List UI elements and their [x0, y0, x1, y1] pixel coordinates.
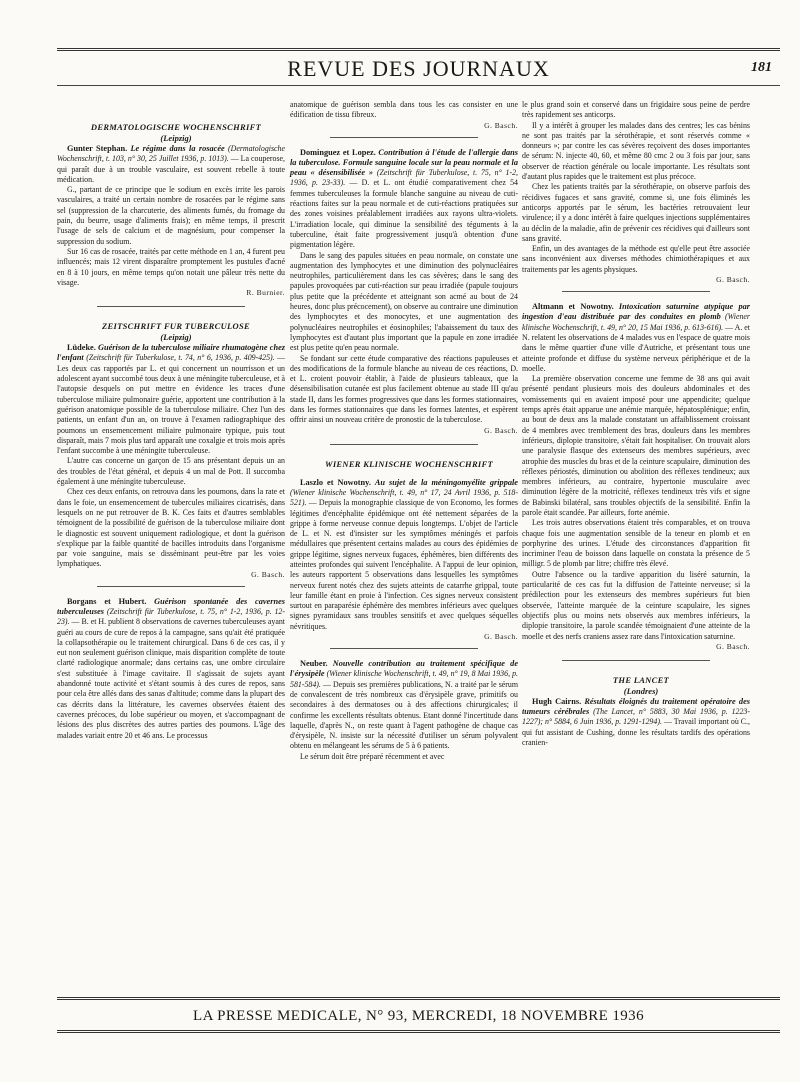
section-city: (Londres) [623, 685, 659, 696]
article-author: Neuber. [300, 659, 328, 669]
footer-top-rule [57, 997, 780, 1000]
page-number: 181 [751, 60, 772, 75]
separator [562, 291, 710, 292]
article-title: Au sujet de la méningomyélite grippale [374, 477, 518, 487]
article-source: (Wiener klinische Wochenschrift, t. 49, n° 20, 15 Mai 1936, p. 613-616). [522, 312, 750, 332]
article-paragraph: Le sérum doit être préparé récemment et avec [300, 751, 445, 761]
article-paragraph: G., partant de ce principe que le sodium en excès irrite les parois vasculaires, a traité un certain nombre de rosacées par le régime sans sel (suppression de la charcuterie, des aliments fumés, du fromage du pain, du beurre, usage d'aliments frais); en même temps, il prescrit l'usage de sels de calcium et de magnésium, pour compenser la suppression du sodium. [57, 185, 285, 246]
article-title: Guérison de la tuberculose miliaire rhumatogène chez l'enfant [57, 343, 285, 363]
article-title: Contribution à l'étude de l'allergie dans la tuberculose. Formule sanguine locale sur la peau normale et la peau « désensibilisée » [290, 147, 518, 178]
article-paragraph: Enfin, un des avantages de la méthode est qu'elle peut être associée sans inconvénient aux diverses méthodes chimiothérapiques et aux traitements par les agents physiques. [522, 244, 750, 274]
article-paragraph: Dans le sang des papules situées en peau normale, on constate une augmentation des lymphocytes et une diminution des polynucléaires neutrophiles, particulièrement dans les cas sévères; dans le sang des papules provoquées par cuti-réaction sur peau irradiée (papule toujours plus petite que la précédente et atteignant son acmé au bout de 24 heures, donc plus précocement), on observe au contraire une diminution des lymphocytes et des monocytes, et une augmentation des polynucléaires neutrophiles et éosinophiles; l'abaissement du taux des lymphocytes est d'autant plus important que la papule en zone irradiée est plus petite qu'en peau normale. [290, 250, 518, 353]
article-paragraph: Chez les patients traités par la sérothérapie, on observe parfois des récidives fugaces et sans gravité, comme si, une fois éliminés les anticorps apportés par le sérum, les bactéries retrouvaient leur virulence; il y a donc intérêt à faire quelques injections supplémentaires au déclin de la maladie, afin de prévenir ces récidives qui d'ailleurs sont sans gravité. [522, 182, 750, 243]
article-source: (Zeitschrift für Tuberkulose, t. 75, n° 1-2, 1936, p. 12-23). [57, 606, 285, 627]
header-bottom-rule [57, 85, 780, 86]
article-paragraph [290, 148, 518, 251]
article-signature: G. Basch. [484, 120, 518, 130]
article-source: (Wiener klinische Wochenschrift, t. 49, n° 17, 24 Avril 1936, p. 518-521). [290, 487, 518, 508]
article-signature: R. Burnier. [246, 288, 285, 298]
article-paragraph: La première observation concerne une femme de 38 ans qui avait présenté pendant plusieurs mois des douleurs abdominales et des vomissements qui en avaient imposé pour une appendicite; quelque temps après était apparue une anémie marquée, hépatosplénique; enfin, au bout de deux ans la malade constatant un affaiblissement croissant de 4 membres avec tremblement des bras, douleurs dans les membres inférieurs, diplopie transitoire, s'était fait hospitaliser. On trouvait alors une paralysie flasque des extenseurs des membres supérieurs, avec atrophie des muscles du bras et de la ceinture scapulaire, diminution des réflexes périostés, diminution ou abolition des réflexes tendineux; aux membres inférieurs, au contraire, hypertonie musculaire avec diminution légère de la motricité, réflexes tendineux très vifs et signe de Babinski bilatéral, sans troubles objectifs de la sensibilité. Enfin la parole était scandée. Par ailleurs, forte anémie. [522, 374, 750, 517]
article-text: — Depuis la monographie classique de von Economo, les formes légitimes d'encéphalite épidémique ont été nettement séparées de la grippe à forme nerveuse connue depuis longtemps. L'objet de l'article de L. et N. est d'insister sur les symptômes méningés et parfois médullaires que présentent certains malades au cours des épidémies de grippe légitime, signes nerveux fugaces, éphémères, bien différents des atteintes profondes qui suivent l'encéphalite. A l'appui de leur opinion, les auteurs rapportent 5 observations dans lesquelles les symptômes nerveux furent notés chez des sujets atteints de catarrhe grippal, toute leur famille étant en proie à l'infection. Ces signes nerveux consistent surtout en paraparésie éphémère des membres inférieurs avec quelques signes pyramidaux sans troubles sensitifs et avec quelques séquelles névritiques. [290, 498, 518, 631]
column-1 [57, 100, 285, 741]
article-paragraph: anatomique de guérison sembla dans tous les cas consister en une édification de tissu fibreux. [290, 100, 518, 120]
section-city: (Leipzig) [160, 332, 192, 343]
column-3 [522, 100, 750, 748]
article-signature: G. Basch. [716, 641, 750, 651]
article-source: (Zeitschrift für Tuberkulose, t. 74, n° 6, 1936, p. 409-425). [86, 353, 275, 363]
separator [330, 444, 478, 445]
section-title: ZEITSCHRIFT FUR TUBERCULOSE [102, 321, 250, 332]
article-title: Le régime dans la rosacée [130, 144, 225, 153]
article-author: Lüdeke. [67, 343, 96, 353]
article-signature: G. Basch. [484, 425, 518, 435]
article-text: — Depuis ses premières publications, N. a traité par le sérum de convalescent de très nombreux cas d'érysipèle grave, primitifs ou secondaires à des dermatoses ou à des affections chirurgicales; il confirme les excellents résultats obtenus. Etant donné l'incertitude dans laquelle, d'après N., on reste quant à l'agent pathogène de chaque cas d'érysipèle, N. insiste sur la nécessité d'utiliser un sérum polyvalent obtenu en mélangeant les sérums de 5 à 6 patients. [290, 679, 518, 751]
section-title: DERMATOLOGISCHE WOCHENSCHRIFT [90, 122, 262, 132]
separator [330, 648, 478, 649]
masthead [57, 58, 780, 80]
article-paragraph [290, 659, 518, 752]
article-paragraph [522, 302, 750, 374]
article-source: (Dermatologische Wochenschrift, t. 103, n° 30, 25 Juillet 1936, p. 1013). [57, 144, 285, 164]
article-paragraph: Il y a intérêt à grouper les malades dans des centres; les cas bénins ne sont pas traités par la sérothérapie, et sont réservés comme « donneurs »; par contre les cas sévères reçoivent des doses importantes de sérum: N. injecte 40, 60, et même 80 cmc 2 ou 3 fois par jour, sans observer de réaction générale ou locale importante. Les résultats sont d'autant plus rapides que le traitement est plus précoce. [522, 120, 750, 182]
article-paragraph: Sur 16 cas de rosacée, traités par cette méthode en 1 an, 4 furent peu influencés; mais 12 virent disparaître promptement les pustules d'acné en 8 à 10 jours, en même temps qu'on notait une pâleur très nette du visage. [57, 246, 285, 287]
article-author: Borgans et Hubert. [67, 596, 147, 606]
section-city: (Leipzig) [160, 133, 192, 143]
article-signature: G. Basch. [251, 569, 285, 579]
separator [562, 660, 710, 661]
article-text: — La couperose, qui paraît due à un trouble vasculaire, est souvent rebelle à toute médication. [57, 154, 285, 184]
article-source: (Wiener klinische Wochenschrift, t. 49, n° 19, 8 Mai 1936, p. 581-584). [290, 669, 518, 689]
article-author: Dominguez et Lopez. [300, 147, 376, 157]
column-2 [290, 100, 518, 762]
section-title: WIENER KLINISCHE WOCHENSCHRIFT [324, 458, 494, 469]
article-paragraph [522, 697, 750, 748]
separator [330, 137, 478, 138]
article-source: (The Lancet, n° 5883, 30 Mai 1936, p. 1223-1227); n° 5884, 6 Juin 1936, p. 1291-1294). [522, 707, 750, 727]
article-author: Laszlo et Nowotny. [300, 477, 371, 487]
article-paragraph [290, 478, 518, 632]
article-author: Hugh Cairns. [532, 696, 582, 706]
page-footer: LA PRESSE MEDICALE, N° 93, MERCREDI, 18 NOVEMBRE 1936 [193, 1008, 644, 1024]
article-title: Guérison spontanée des cavernes tuberculeuses [57, 596, 285, 616]
article-paragraph [57, 144, 285, 185]
article-author: Gunter Stephan. [67, 144, 128, 153]
article-paragraph: Se fondant sur cette étude comparative des réactions papuleuses et des modifications de la formule blanche au niveau de ces réactions, D. et L. croient pouvoir établir, à l'aide de plusieurs tableaux, que la désensibilisation cutanée est plus facilement obtenue au stade III qu'au stade II, dans les formes progressives que dans les formes stationnaires, dans les formes stationnaires que dans les formes latentes, et espèrent offrir ainsi un nouveau critère de pronostic de la tuberculose. [290, 353, 518, 425]
article-text: — Les deux cas rapportés par L. et qui concernent un nourrisson et un adolescent ayant succombé tous deux à une méningite tuberculeuse, et à l'autopsie desquels on put mettre en évidence les traces d'une tuberculose miliaire pulmonaire guérie, apportent une contribution à la guérison anatomique possible de la tuberculose miliaire. Chez l'un des patients, un enfant d'un an, on trouve à l'examen radiographique des poumons un ensemencement miliaire pulmonaire typique, puis tout disparaît, mais 7 mois plus tard apparaît une coxalgie et trois mois après l'enfant succombe à une méningite tuberculeuse. [57, 353, 285, 456]
article-signature: G. Basch. [716, 275, 750, 285]
header-top-rule [57, 48, 780, 51]
article-paragraph: Chez ces deux enfants, on retrouva dans les poumons, dans la rate et dans le foie, un ensemencement de tubercules miliaires cicatrisés, dans lesquels on ne put retrouver de B. K. Ces faits et d'autres semblables témoignent de la possibilité de guérison de la tuberculose miliaire dont le diagnostic est souvent uniquement radiologique, et dont la guérison s'explique par la faible quantité de bacilles introduits dans l'organisme par voie sanguine, mais se disséminant peut-être par les voies lymphatiques. [57, 487, 285, 569]
article-text: — Travail important où C., qui fut assistant de Cushing, donne les résultats tardifs des opérations cranien- [522, 717, 750, 748]
article-title: Résultats éloignés du traitement opératoire des tumeurs cérébrales [522, 696, 750, 717]
article-author: Altmann et Nowotny. [532, 302, 614, 312]
article-title: Intoxication saturnine atypique par ingestion d'eau distribuée par des conduites en plomb [522, 302, 750, 322]
article-paragraph [57, 597, 285, 741]
article-signature: G. Basch. [484, 632, 518, 642]
article-source: (Zeitschrift für Tuberkulose, t. 75, n° 1-2, 1936, p. 23-33). [290, 168, 518, 188]
article-paragraph: Les trois autres observations étaient très comparables, et on trouva chaque fois une augmentation sensible de la teneur en plomb et en porphyrine des urines. L'étude des circonstances d'apparition fit incriminer l'eau de boisson dans laquelle on constata la présence de 5 milligr. 5 de plomb par litre; chiffre très élevé. [522, 518, 750, 569]
separator [97, 306, 245, 307]
article-text: — B. et H. publient 8 observations de cavernes tuberculeuses ayant guéri au cours de cure de repos à la campagne, sans qu'ait été pratiquée la collapsothérapie ou le traitement chirurgical. Dans 6 de ces cas, il y eut non seulement guérison clinique, mais disparition complète de toute clarté radiologique anormale; dans certains cas, une ombre circulaire s'est substituée à l'image cavitaire. Il s'agissait de sujets ayant abandonné toute activité et s'étant soumis à des cures de repos, sans pour cela être allés dans des sanas d'altitude; comme dans la plupart des cas décrits dans la littérature, les cavernes observées étaient des cavernes précoces, du lobe supérieur ou moyen, et s'accompagnant de lésions des plus discrètes des autres parties des poumons. L'âge des malades variait entre 20 et 46 ans. Le processus [57, 617, 285, 740]
article-paragraph [57, 343, 285, 456]
separator [97, 586, 245, 587]
article-text: — A. et N. relatent les observations de 4 malades vus en l'espace de quatre mois dans le même quartier d'une ville d'Autriche, et présentant tous une atteinte profonde et diffuse du système nerveux périphérique et de la moelle. [522, 322, 750, 373]
article-text: — D. et L. ont étudié comparativement chez 54 femmes tuberculeuses la formule blanche sanguine au niveau de cuti-réactions faites sur la peau normale et de cuti-réactions pratiquées sur des zones voisines préalablement irradiées aux rayons ultra-violets. L'irradiation locale, qui diminue la sensibilité des téguments à la tuberculine, était faite progressivement jusqu'à obtention d'une pigmentation légère. [290, 178, 518, 250]
page-title: REVUE DES JOURNAUX [287, 56, 550, 81]
article-title: Nouvelle contribution au traitement spécifique de l'érysipèle [290, 659, 518, 679]
article-paragraph: Outre l'absence ou la tardive apparition du liséré saturnin, la particularité de ces cas fut la diffusion de l'atteinte nerveuse; si la prédilection pour les extenseurs des membres supérieurs fut bien observée, l'atteinte marquée de la ceinture scapulaire, les signes objectifs plus ou moins nets observés aux membres inférieurs, la diplopie transitoire, la parole scandée témoignaient d'une atteinte de la moelle et des nerfs craniens assez rare dans l'intoxication saturnine. [522, 569, 750, 641]
footer-bottom-rule [57, 1030, 780, 1033]
article-paragraph: L'autre cas concerne un garçon de 15 ans présentant depuis un an des troubles de l'état général, et depuis 4 un mal de Pott. Il succomba également à une méningite tuberculeuse. [57, 456, 285, 487]
article-paragraph: le plus grand soin et conservé dans un frigidaire sous peine de perdre très rapidement ses anticorps. [522, 100, 750, 120]
section-title: THE LANCET [612, 674, 670, 685]
